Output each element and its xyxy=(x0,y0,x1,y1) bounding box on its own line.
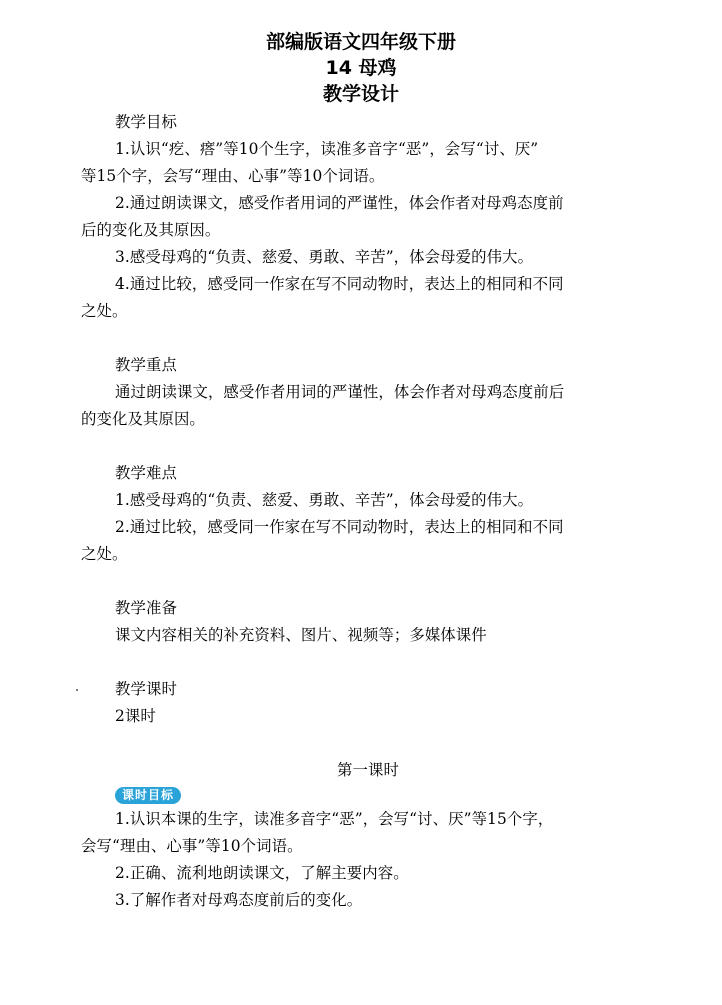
stray-dot xyxy=(76,689,78,691)
periods-heading: 教学课时 xyxy=(115,680,177,698)
lesson1-heading: 第一课时 xyxy=(337,761,399,779)
section-spacer xyxy=(81,325,655,352)
section-spacer xyxy=(81,730,655,757)
section-spacer xyxy=(81,649,655,676)
lesson-goals-badge: 课时目标 xyxy=(115,787,181,804)
section-spacer xyxy=(81,433,655,460)
difficulty-item-1: 1.感受母鸡的“负责、慈爱、勇敢、辛苦”，体会母爱的伟大。 xyxy=(115,491,534,509)
goal-item-2: 2.通过朗读课文，感受作者用词的严谨性，体会作者对母鸡态度前 xyxy=(115,194,564,212)
lesson1-goal-2: 2.正确、流利地朗读课文，了解主要内容。 xyxy=(115,864,409,882)
section-spacer xyxy=(81,568,655,595)
design-title: 教学设计 xyxy=(322,83,399,105)
goal-item-1-cont: 等15个字，会写“理由、心事”等10个词语。 xyxy=(81,167,385,185)
goal-item-3: 3.感受母鸡的“负责、慈爱、勇敢、辛苦”，体会母爱的伟大。 xyxy=(115,248,534,266)
lesson1-goal-1-cont: 会写“理由、心事”等10个词语。 xyxy=(81,837,303,855)
goal-item-4-cont: 之处。 xyxy=(81,302,128,320)
lesson1-goal-3: 3.了解作者对母鸡态度前后的变化。 xyxy=(115,891,363,909)
lesson-title: 14 母鸡 xyxy=(325,57,397,79)
document-title: 部编版语文四年级下册 xyxy=(265,31,456,53)
difficulty-item-2-cont: 之处。 xyxy=(81,545,128,563)
preparation-heading: 教学准备 xyxy=(115,599,177,617)
document-body xyxy=(81,109,655,914)
focus-text-cont: 的变化及其原因。 xyxy=(81,410,205,428)
goal-item-4: 4.通过比较，感受同一作家在写不同动物时，表达上的相同和不同 xyxy=(115,275,564,293)
goals-heading: 教学目标 xyxy=(115,113,177,131)
difficulty-heading: 教学难点 xyxy=(115,464,177,482)
periods-text: 2课时 xyxy=(115,707,156,725)
goal-item-2-cont: 后的变化及其原因。 xyxy=(81,221,221,239)
preparation-text: 课文内容相关的补充资料、图片、视频等；多媒体课件 xyxy=(115,626,487,644)
difficulty-item-2: 2.通过比较，感受同一作家在写不同动物时，表达上的相同和不同 xyxy=(115,518,564,536)
goal-item-1: 1.认识“疙、瘩”等10个生字，读准多音字“恶”，会写“讨、厌” xyxy=(115,140,539,158)
focus-heading: 教学重点 xyxy=(115,356,177,374)
lesson1-badge-row xyxy=(81,784,655,806)
focus-text: 通过朗读课文，感受作者用词的严谨性，体会作者对母鸡态度前后 xyxy=(115,383,565,401)
lesson1-goal-1: 1.认识本课的生字，读准多音字“恶”，会写“讨、厌”等15个字， xyxy=(115,810,554,828)
